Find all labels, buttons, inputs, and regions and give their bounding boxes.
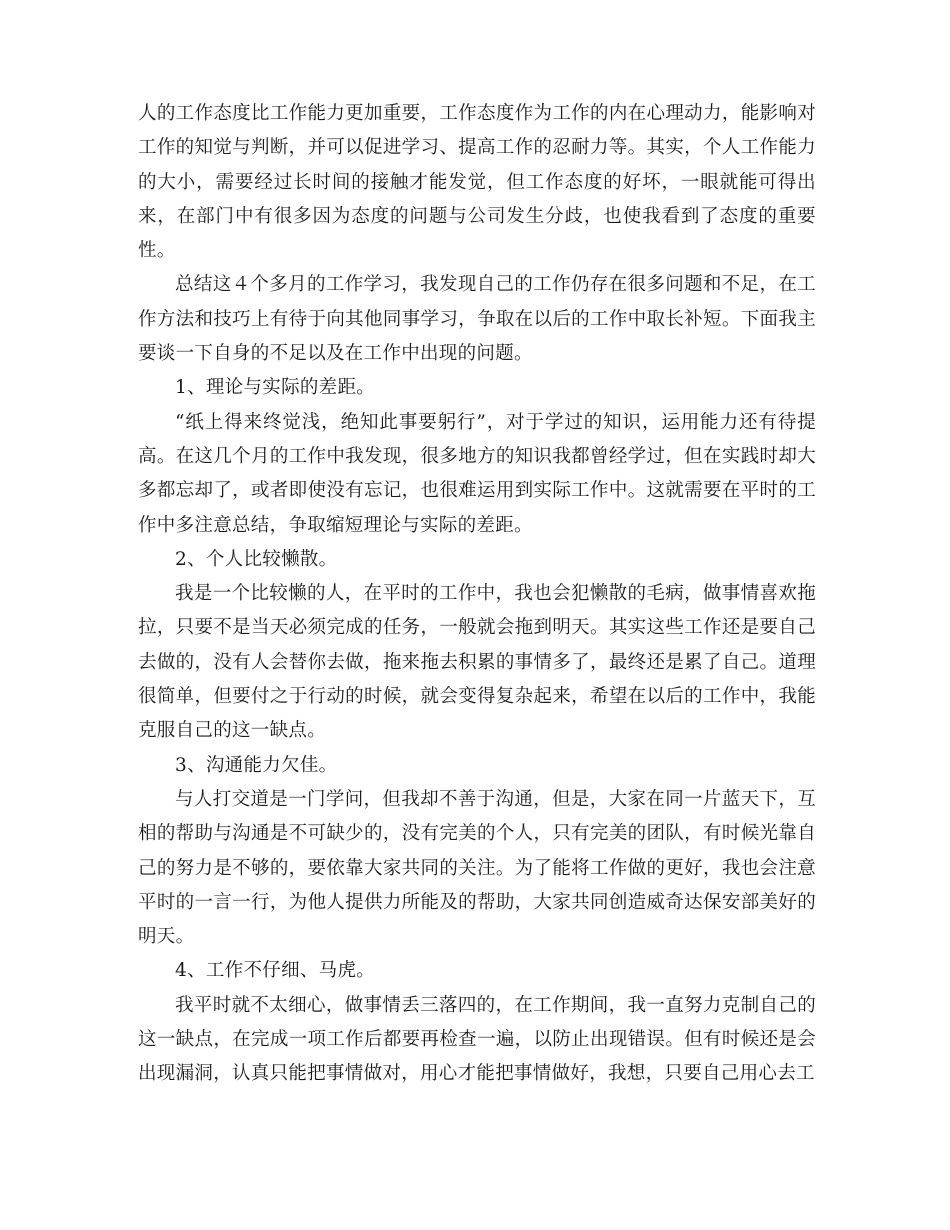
heading-theory-practice-gap: 1、理论与实际的差距。 [175,377,376,399]
paragraph-communication: 与人打交道是一门学问，但我却不善于沟通，但是，大家在同一片蓝天下，互相的帮助与沟通是不可缺少的，没有完美的个人，只有完美的团队，有时候光靠自己的努力是不够的，要依靠大家共同的关注。为了能将工作做的更好，我也会注意平时的一言一行，为他人提供力所能及的帮助，大家共同创造威奇达保安部美好的明天。 [138,788,816,948]
paragraph-summary: 总结这４个多月的工作学习，我发现自己的工作仍存在很多问题和不足，在工作方法和技巧上有待于向其他同事学习，争取在以后的工作中取长补短。下面我主要谈一下自身的不足以及在工作中出现的问题。 [138,274,816,365]
heading-carelessness: 4、工作不仔细、马虎。 [175,960,376,982]
heading-communication: 3、沟通能力欠佳。 [175,754,338,776]
heading-laziness: 2、个人比较懒散。 [175,548,338,570]
paragraph-attitude: 人的工作态度比工作能力更加重要，工作态度作为工作的内在心理动力，能影响对工作的知觉与判断，并可以促进学习、提高工作的忍耐力等。其实，个人工作能力的大小，需要经过长时间的接触才能发觉，但工作态度的好坏，一眼就能可得出来，在部门中有很多因为态度的问题与公司发生分歧，也使我看到了态度的重要性。 [138,103,816,262]
document-body [138,97,816,1092]
paragraph-laziness: 我是一个比较懒的人，在平时的工作中，我也会犯懒散的毛病，做事情喜欢拖拉，只要不是当天必须完成的任务，一般就会拖到明天。其实这些工作还是要自己去做的，没有人会替你去做，拖来拖去积累的事情多了，最终还是累了自己。道理很简单，但要付之于行动的时候，就会变得复杂起来，希望在以后的工作中，我能克服自己的这一缺点。 [138,583,816,742]
paragraph-theory-practice-gap: “纸上得来终觉浅，绝知此事要躬行”，对于学过的知识，运用能力还有待提高。在这几个月的工作中我发现，很多地方的知识我都曾经学过，但在实践时却大多都忘却了，或者即使没有忘记，也很难运用到实际工作中。这就需要在平时的工作中多注意总结，争取缩短理论与实际的差距。 [138,411,816,536]
paragraph-carelessness: 我平时就不太细心，做事情丢三落四的，在工作期间，我一直努力克制自己的这一缺点，在完成一项工作后都要再检查一遍，以防止出现错误。但有时候还是会出现漏洞，认真只能把事情做对，用心才能把事情做好，我想，只要自己用心去工 [138,994,816,1085]
